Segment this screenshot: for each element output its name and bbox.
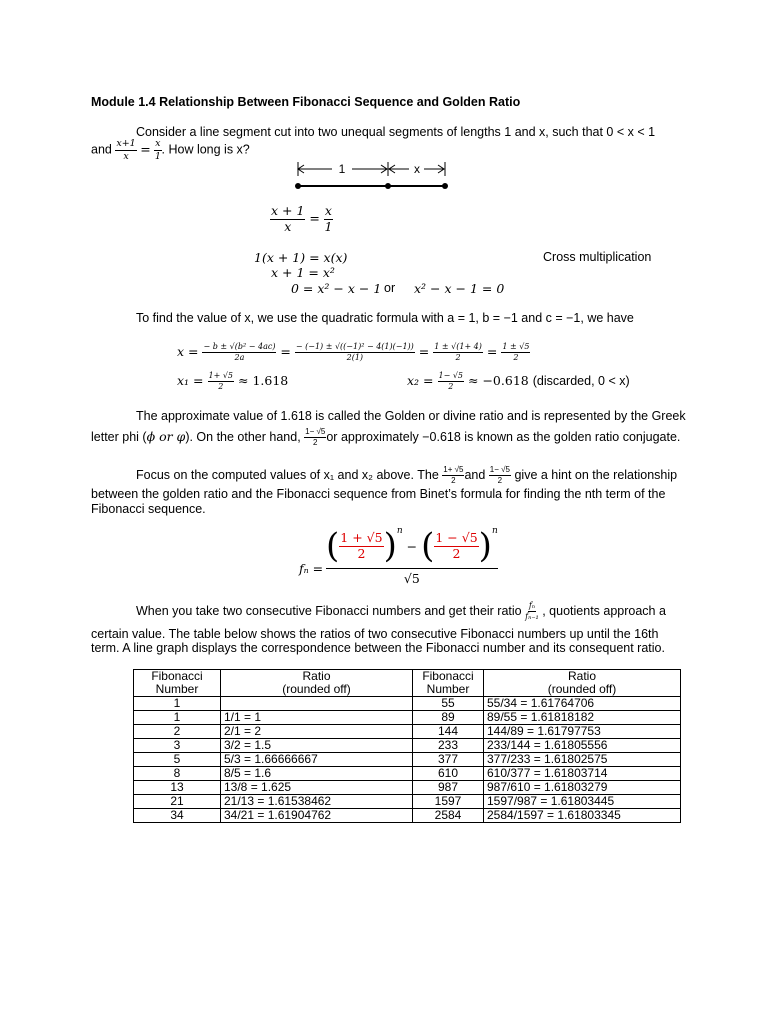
module-title: Module 1.4 Relationship Between Fibonacci Sequence and Golden Ratio	[91, 95, 521, 109]
equation-2: 1(x + 1) = x(x)	[254, 250, 348, 265]
ratio-line-2: certain value. The table below shows the ratios of two consecutive Fibonacci numbers up until the 16th	[91, 627, 659, 641]
table-row: 21 21/13 = 1.61538462 1597 1597/987 = 1.61803445	[134, 795, 681, 809]
equation-ratio: $\frac{x + 1}{x}$ = $\frac{x}{1}$	[271, 203, 333, 234]
header-fibonacci-number-1: Fibonacci Number	[134, 670, 221, 697]
header-fibonacci-number-2: Fibonacci Number	[413, 670, 484, 697]
ratio-line-1: When you take two consecutive Fibonacci numbers and get their ratio $\frac{\text{fₙ}}{\text{fₙ₋₁}}$ , quotients approach a	[136, 601, 666, 621]
golden-line-1: The approximate value of 1.618 is called the Golden or divine ratio and is represented by the Greek	[136, 409, 686, 423]
intro-line-1: Consider a line segment cut into two unequal segments of lengths 1 and x, such that 0 < x < 1	[136, 125, 656, 139]
root-x2: x₂ = $\frac{1- √5}{2}$ ≈ −0.618 (discarded, 0 < x)	[407, 371, 630, 391]
equation-3: x + 1 = x²	[271, 265, 335, 280]
golden-line-2: letter phi (ϕ or φ). On the other hand, $\frac{1- √5}{2}$ or approximately −0.618 is known as the golden ratio conjugate.	[91, 427, 681, 447]
segment-diagram	[290, 160, 455, 190]
focus-line-3: Fibonacci sequence.	[91, 502, 206, 516]
focus-line-1: Focus on the computed values of x₁ and x₂ above. The $\frac{1+ √5}{2}$ and $\frac{1- √5}{2}$ give a hint on the relationship	[136, 465, 678, 485]
cross-multiplication-note: Cross multiplication	[543, 250, 652, 264]
root-x1: x₁ = $\frac{1+ √5}{2}$ ≈ 1.618	[177, 371, 289, 391]
header-ratio-2: Ratio (rounded off)	[484, 670, 681, 697]
segment-label-1: 1	[338, 162, 346, 176]
table-header-row	[134, 670, 681, 697]
table-row: 13 13/8 = 1.625 987 987/610 = 1.61803279	[134, 781, 681, 795]
binet-formula: ( $\frac{1 + √5}{2}$ ) $^n$ − ( $\frac{1 - √5}{2}$ ) $^n$ √5	[326, 526, 498, 586]
equation-4-or: or	[384, 281, 396, 295]
table-row: 1 55 55/34 = 1.61764706	[134, 697, 681, 711]
table-row: 3 3/2 = 1.5 233 233/144 = 1.61805556	[134, 739, 681, 753]
fibonacci-ratio-table	[133, 669, 681, 823]
intro-fraction-1: $\frac{x+1}{x}$	[116, 138, 136, 162]
intro-line-2: and $\frac{x+1}{x}$ = $\frac{x}{1}$ . How long is x?	[91, 138, 250, 162]
table-row: 8 8/5 = 1.6 610 610/377 = 1.61803714	[134, 767, 681, 781]
intro-fraction-2: $\frac{x}{1}$	[154, 138, 161, 162]
equation-4-left: 0 = x² − x − 1	[291, 281, 382, 296]
header-ratio-1: Ratio (rounded off)	[221, 670, 413, 697]
binet-lhs: fₙ =	[299, 561, 324, 576]
ratio-line-3: term. A line graph displays the correspondence between the Fibonacci number and its consequent ratio.	[91, 641, 665, 655]
table-row: 5 5/3 = 1.66666667 377 377/233 = 1.61802575	[134, 753, 681, 767]
table-row: 2 2/1 = 2 144 144/89 = 1.61797753	[134, 725, 681, 739]
table-row: 1 1/1 = 1 89 89/55 = 1.61818182	[134, 711, 681, 725]
quadratic-intro: To find the value of x, we use the quadratic formula with a = 1, b = −1 and c = −1, we have	[136, 311, 634, 325]
equation-4-right: x² − x − 1 = 0	[414, 281, 505, 296]
focus-line-2: between the golden ratio and the Fibonacci sequence from Binet’s formula for finding the nth term of the	[91, 487, 666, 501]
table-row: 34 34/21 = 1.61904762 2584 2584/1597 = 1.61803345	[134, 809, 681, 823]
quadratic-formula: x = $\frac{\text{− b ± √(b² − 4ac)}}{2a}$ = $\frac{\text{− (−1) ± √((−1)² − 4(1)(−1))}}{2(1)}$ = $\frac{1 \pm √(1+ 4)}{2}$ = $\frac{1 \pm √5}{2}$	[177, 342, 530, 362]
segment-label-x: x	[414, 162, 420, 176]
